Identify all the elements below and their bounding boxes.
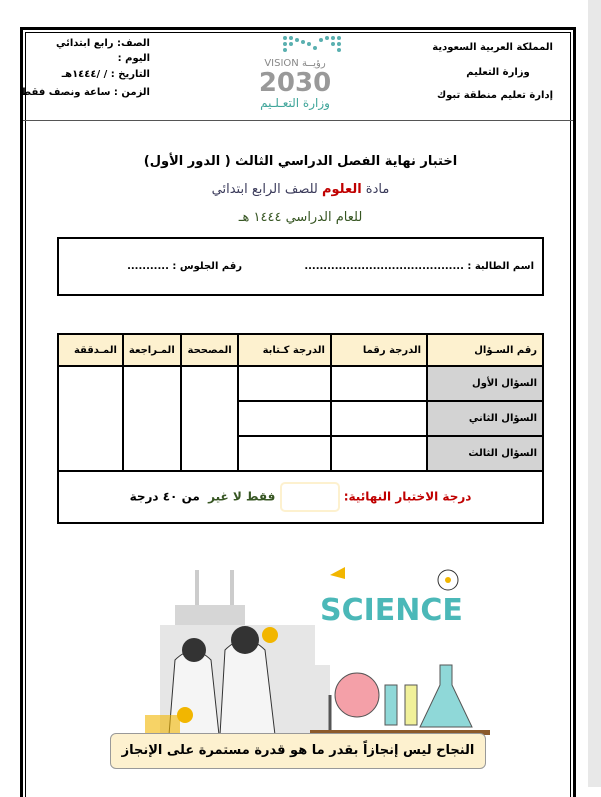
ministry-label: وزارة التعليم	[466, 67, 530, 78]
date-label: التاريخ : / /١٤٤٤هـ	[61, 69, 150, 80]
academic-year: للعام الدراسي ١٤٤٤ هـ	[238, 210, 363, 225]
corrector-cell[interactable]	[181, 366, 238, 471]
header-question: رقم السـؤال	[427, 334, 543, 366]
header-corrector: المصححة	[181, 334, 238, 366]
header-grade-words: الدرجة كـتابة	[238, 334, 331, 366]
grade-words-cell[interactable]	[238, 366, 331, 401]
vision-2030-logo	[240, 34, 350, 114]
table-row	[58, 366, 543, 401]
final-grade-note: فقط لا غير	[208, 489, 276, 504]
grade-words-cell[interactable]	[238, 436, 331, 471]
grade-number-cell[interactable]	[331, 401, 427, 436]
kingdom-label: المملكة العربية السعودية	[432, 42, 553, 53]
vision-ar: رؤيــة	[301, 58, 326, 69]
grades-table	[57, 333, 544, 524]
subject-prefix: مادة	[361, 182, 390, 197]
subject-name: العلوم	[322, 182, 362, 197]
table-header	[58, 334, 543, 366]
question-2: السؤال الثاني	[427, 401, 543, 436]
department-label: إدارة تعليم منطقة تبوك	[436, 90, 553, 101]
grade-number-cell[interactable]	[331, 436, 427, 471]
vision-year: 2030	[258, 68, 332, 98]
time-label: الزمن : ساعة ونصف فقط	[20, 87, 150, 98]
final-grade-label: درجة الاختبار النهائية:	[343, 489, 472, 504]
grade-label: الصف: رابع ابتدائي	[55, 38, 150, 49]
subject-line	[0, 182, 601, 197]
subject-suffix: للصف الرابع ابتدائي	[211, 182, 322, 197]
final-grade-input[interactable]	[280, 482, 340, 512]
grade-number-cell[interactable]	[331, 366, 427, 401]
science-word: SCIENCE	[320, 593, 463, 628]
vision-text: VISION	[264, 58, 299, 69]
question-1: السؤال الأول	[427, 366, 543, 401]
day-label: اليوم :	[117, 53, 150, 64]
motto-banner: النجاح ليس إنجازاً بقدر ما هو قدرة مستمرة على الإنجاز	[110, 733, 486, 769]
header-auditor: المـدققة	[58, 334, 123, 366]
grade-words-cell[interactable]	[238, 401, 331, 436]
student-info-box	[57, 237, 544, 296]
final-grade-row	[58, 471, 543, 523]
student-name-field[interactable]: اسم الطالبة : ..........................................	[304, 261, 534, 272]
header-grade-number: الدرجة رقما	[331, 334, 427, 366]
exam-title: اختبار نهاية الفصل الدراسي الثالث ( الدور الأول)	[143, 154, 458, 169]
header-reviewer: المـراجعة	[123, 334, 181, 366]
auditor-cell[interactable]	[58, 366, 123, 471]
question-3: السؤال الثالث	[427, 436, 543, 471]
dots-icon	[255, 34, 345, 54]
seat-number-field[interactable]: رقم الجلوس : ...........	[127, 261, 242, 272]
page-margin	[588, 0, 601, 787]
final-grade-total: من ٤٠ درجة	[129, 489, 200, 504]
header-divider	[23, 120, 573, 121]
reviewer-cell[interactable]	[123, 366, 181, 471]
ministry-logo-text: وزارة التعـلـيم	[260, 96, 330, 110]
science-illustration	[130, 555, 490, 735]
lab-scene-icon	[130, 555, 490, 735]
